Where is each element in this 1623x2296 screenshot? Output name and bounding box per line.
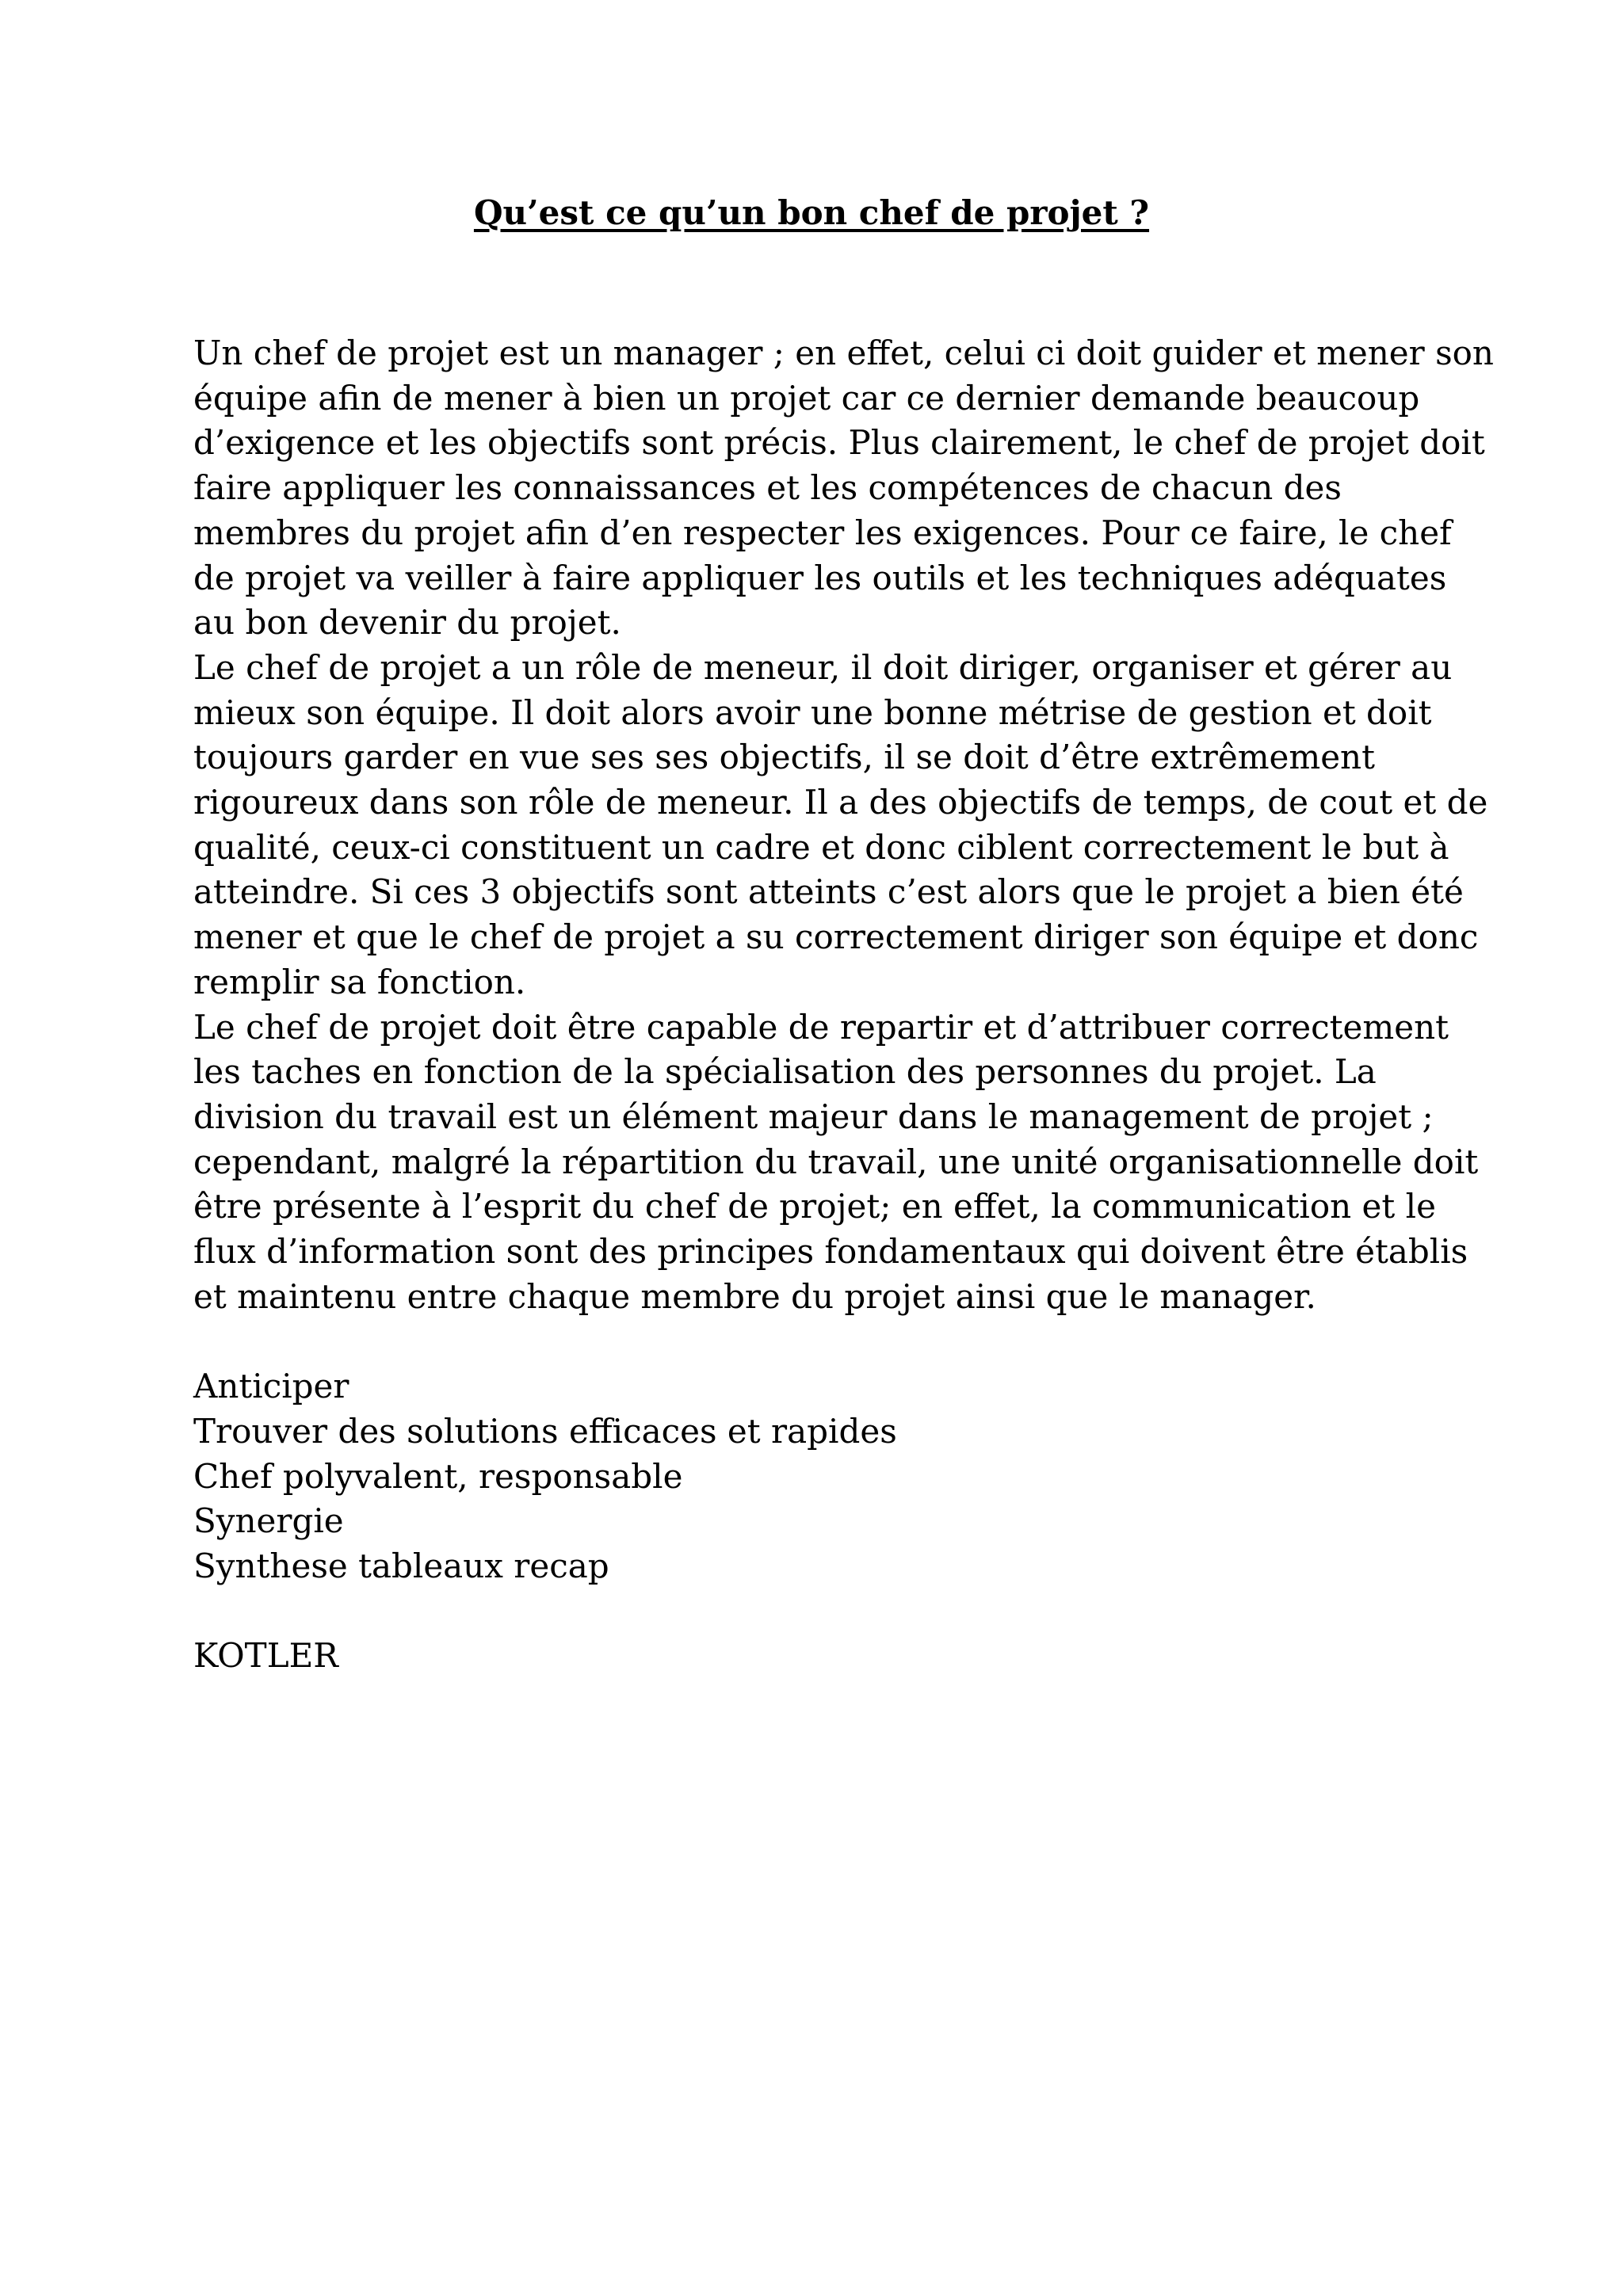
document-body	[193, 331, 1494, 1679]
text-line: et maintenu entre chaque membre du projet ainsi que le manager.	[193, 1276, 1316, 1316]
paragraph-task-allocation	[193, 1005, 1479, 1320]
text-line: membres du projet afin d’en respecter les exigences. Pour ce faire, le chef	[193, 513, 1452, 552]
notes-list	[193, 1364, 1453, 1589]
blank-line	[193, 1589, 1453, 1634]
text-line: rigoureux dans son rôle de meneur. Il a des objectifs de temps, de cout et de	[193, 783, 1488, 822]
text-line: remplir sa fonction.	[193, 962, 526, 1001]
text-line: de projet va veiller à faire appliquer les outils et les techniques adéquates	[193, 558, 1447, 597]
text-line: division du travail est un élément majeur dans le management de projet ;	[193, 1097, 1434, 1136]
note-item: Synthese tableaux recap	[193, 1546, 609, 1585]
text-line: équipe afin de mener à bien un projet car ce dernier demande beaucoup	[193, 378, 1420, 418]
text-line: Le chef de projet a un rôle de meneur, il doit diriger, organiser et gérer au	[193, 647, 1453, 687]
text-line: faire appliquer les connaissances et les compétences de chacun des	[193, 468, 1342, 508]
text-line: qualité, ceux-ci constituent un cadre et donc ciblent correctement le but à	[193, 827, 1449, 867]
text-line: atteindre. Si ces 3 objectifs sont atteints c’est alors que le projet a bien été	[193, 872, 1464, 912]
text-line: mener et que le chef de projet a su correctement diriger son équipe et donc	[193, 917, 1479, 957]
author-name: KOTLER	[193, 1636, 338, 1676]
text-line: au bon devenir du projet.	[193, 603, 621, 643]
text-line: d’exigence et les objectifs sont précis. Plus clairement, le chef de projet doit	[193, 423, 1485, 463]
text-line: toujours garder en vue ses ses objectifs, il se doit d’être extrêmement	[193, 738, 1375, 777]
text-line: flux d’information sont des principes fondamentaux qui doivent être établis	[193, 1232, 1468, 1272]
text-line: Le chef de projet doit être capable de repartir et d’attribuer correctement	[193, 1007, 1449, 1047]
text-line: les taches en fonction de la spécialisation des personnes du projet. La	[193, 1052, 1377, 1092]
note-item: Trouver des solutions efficaces et rapides	[193, 1411, 897, 1451]
paragraph-leadership	[193, 646, 1488, 1005]
text-line: Un chef de projet est un manager ; en effet, celui ci doit guider et mener son	[193, 334, 1494, 372]
text-line: être présente à l’esprit du chef de projet; en effet, la communication et le	[193, 1187, 1436, 1226]
note-item: Anticiper	[193, 1367, 349, 1406]
page-title: Qu’est ce qu’un bon chef de projet ?	[473, 193, 1150, 232]
text-line: mieux son équipe. Il doit alors avoir une bonne métrise de gestion et doit	[193, 692, 1432, 732]
paragraph-role-definition	[193, 331, 1494, 646]
note-item: Chef polyvalent, responsable	[193, 1456, 683, 1496]
blank-line	[193, 1319, 1453, 1364]
text-line: cependant, malgré la répartition du travail, une unité organisationnelle doit	[193, 1142, 1479, 1181]
note-item: Synergie	[193, 1501, 344, 1541]
